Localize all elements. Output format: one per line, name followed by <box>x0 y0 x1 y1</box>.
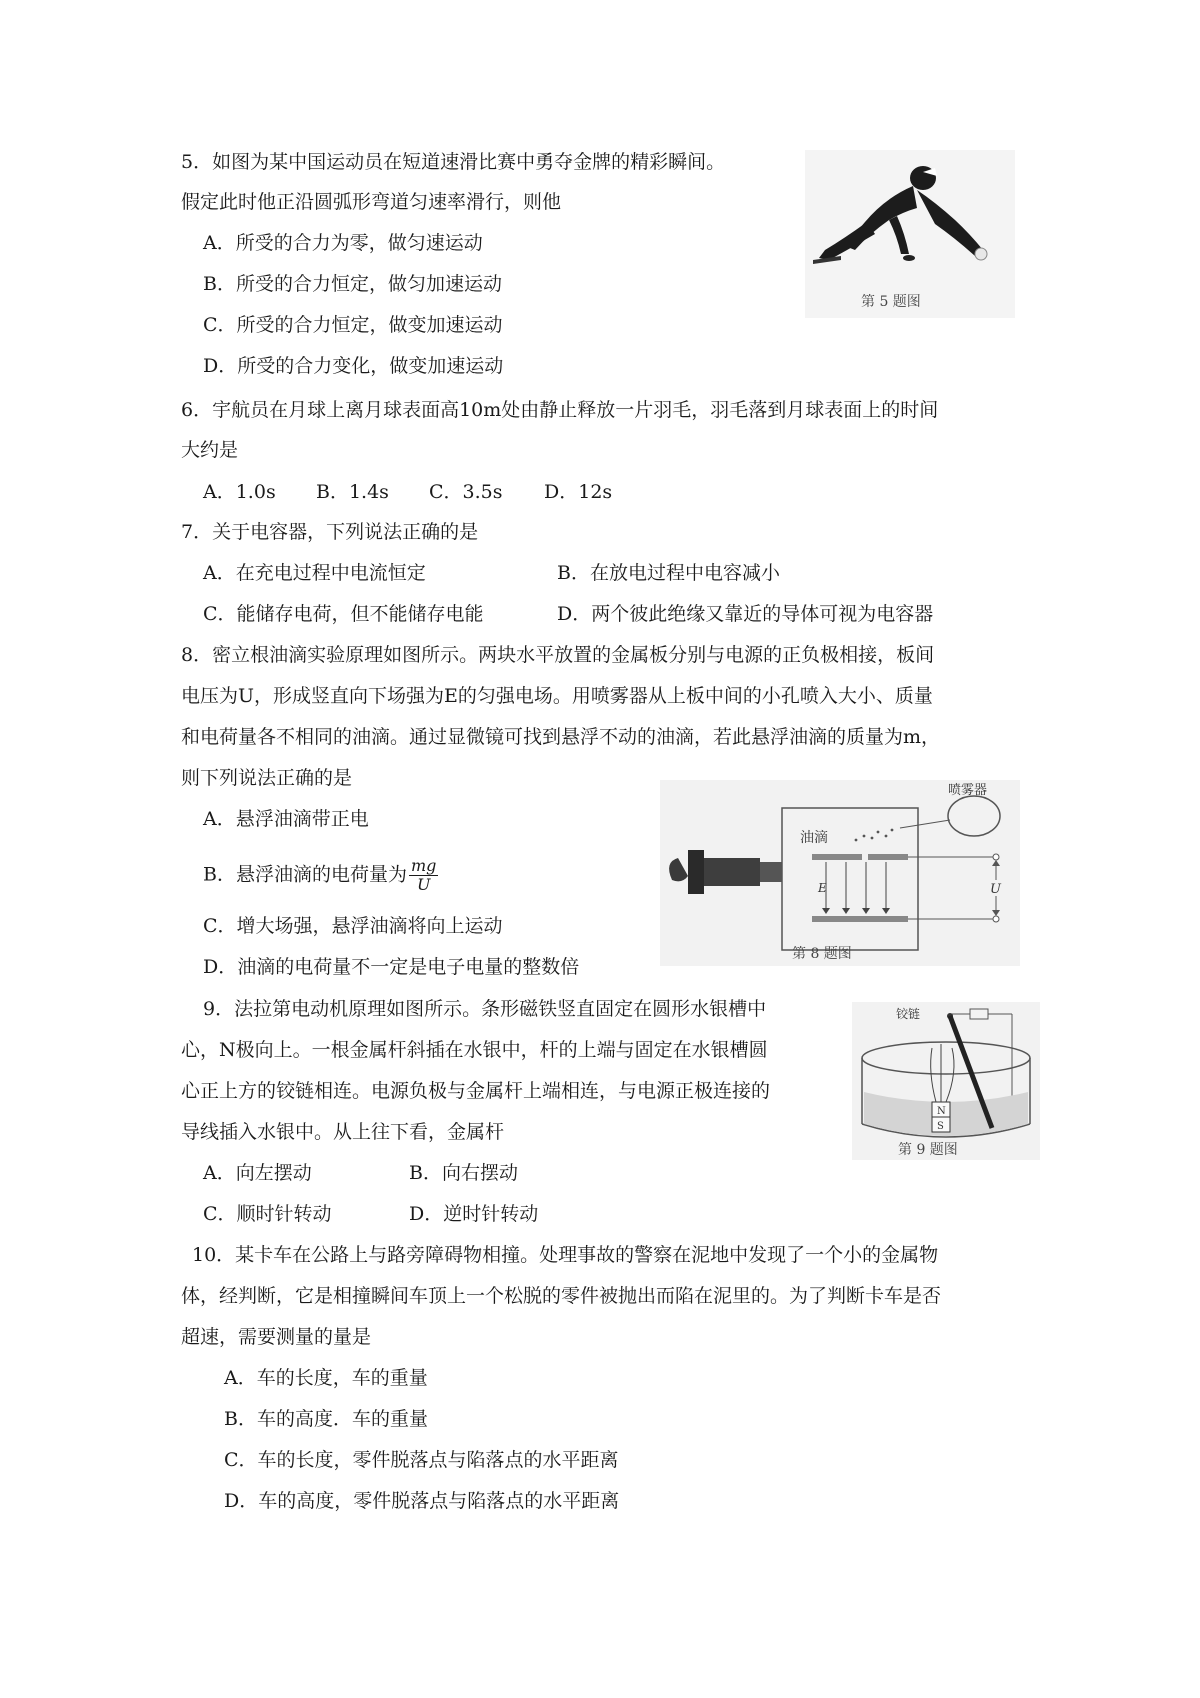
q9-faraday-motor-figure <box>852 1002 1040 1160</box>
q5-option-d: D．所受的合力变化，做变加速运动 <box>203 355 504 377</box>
q9-north-label: N <box>937 1106 946 1117</box>
q6-option-d: D．12s <box>544 481 613 503</box>
q8-stem-line-4: 则下列说法正确的是 <box>181 767 353 789</box>
q9-stem-line-3: 心正上方的铰链相连。电源负极与金属杆上端相连，与电源正极连接的 <box>181 1080 771 1102</box>
q9-figure-caption: 第 9 题图 <box>898 1142 958 1158</box>
q8-voltage-label: U <box>990 882 1001 897</box>
q8-field-label: E <box>818 881 827 895</box>
q5-stem-line-2: 假定此时他正沿圆弧形弯道匀速率滑行，则他 <box>181 191 562 213</box>
q8-option-c: C．增大场强，悬浮油滴将向上运动 <box>203 915 503 937</box>
q10-option-b: B．车的高度．车的重量 <box>224 1408 428 1430</box>
q10-option-d: D．车的高度，零件脱落点与陷落点的水平距离 <box>224 1490 620 1512</box>
q10-stem-line-2: 体，经判断，它是相撞瞬间车顶上一个松脱的零件被抛出而陷在泥里的。为了判断卡车是否 <box>181 1285 942 1307</box>
q9-option-a: A．向左摆动 <box>203 1162 312 1184</box>
q8-sprayer-label: 喷雾器 <box>948 783 988 798</box>
q7-option-a: A．在充电过程中电流恒定 <box>203 562 426 584</box>
q9-hinge-label: 铰链 <box>896 1007 921 1021</box>
q8-option-d: D．油滴的电荷量不一定是电子电量的整数倍 <box>203 956 580 978</box>
q5-skater-figure <box>805 150 1015 318</box>
q6-stem-line-1: 6．宇航员在月球上离月球表面高10m处由静止释放一片羽毛，羽毛落到月球表面上的时间 <box>181 399 939 421</box>
q8-stem-line-3: 和电荷量各不相同的油滴。通过显微镜可找到悬浮不动的油滴，若此悬浮油滴的质量为m， <box>181 726 941 748</box>
q8-option-b <box>203 857 438 894</box>
q6-stem-line-2: 大约是 <box>181 439 239 461</box>
q8-option-b-text: B．悬浮油滴的电荷量为 <box>203 863 407 886</box>
q5-option-c: C．所受的合力恒定，做变加速运动 <box>203 314 503 336</box>
fraction-denominator: U <box>416 875 431 894</box>
q8-droplet-label: 油滴 <box>800 830 828 846</box>
q8-stem-line-2: 电压为U，形成竖直向下场强为E的匀强电场。用喷雾器从上板中间的小孔喷入大小、质量 <box>181 685 933 707</box>
q8-charge-fraction <box>409 857 438 894</box>
q9-option-c: C．顺时针转动 <box>203 1203 332 1225</box>
q6-option-c: C．3.5s <box>429 481 503 503</box>
q10-option-c: C．车的长度，零件脱落点与陷落点的水平距离 <box>224 1449 619 1471</box>
q7-option-d: D．两个彼此绝缘又靠近的导体可视为电容器 <box>557 603 934 625</box>
q8-stem-line-1: 8．密立根油滴实验原理如图所示。两块水平放置的金属板分别与电源的正负极相接，板间 <box>181 644 935 666</box>
q7-option-b: B．在放电过程中电容减小 <box>557 562 780 584</box>
q5-stem-line-1: 5．如图为某中国运动员在短道速滑比赛中勇夺金牌的精彩瞬间。 <box>181 151 726 173</box>
q8-option-a: A．悬浮油滴带正电 <box>203 808 369 830</box>
q9-option-b: B．向右摆动 <box>409 1162 518 1184</box>
fraction-numerator: mg <box>410 856 437 875</box>
q5-figure-caption: 第 5 题图 <box>861 294 921 310</box>
q7-option-c: C．能储存电荷，但不能储存电能 <box>203 603 484 625</box>
q9-option-d: D．逆时针转动 <box>409 1203 539 1225</box>
q6-option-b: B．1.4s <box>316 481 389 503</box>
q9-stem-line-4: 导线插入水银中。从上往下看，金属杆 <box>181 1121 505 1143</box>
q5-option-b: B．所受的合力恒定，做匀加速运动 <box>203 273 502 295</box>
q9-stem-line-1: 9．法拉第电动机原理如图所示。条形磁铁竖直固定在圆形水银槽中 <box>203 998 767 1020</box>
q5-option-a: A．所受的合力为零，做匀速运动 <box>203 232 483 254</box>
q7-stem-line-1: 7．关于电容器，下列说法正确的是 <box>181 521 479 543</box>
q6-option-a: A．1.0s <box>203 481 276 503</box>
q9-south-label: S <box>937 1121 944 1132</box>
q9-stem-line-2: 心，N极向上。一根金属杆斜插在水银中，杆的上端与固定在水银槽圆 <box>181 1039 768 1061</box>
q10-option-a: A．车的长度，车的重量 <box>224 1367 428 1389</box>
q8-figure-caption: 第 8 题图 <box>792 946 852 962</box>
q10-stem-line-1: 10．某卡车在公路上与路旁障碍物相撞。处理事故的警察在泥地中发现了一个小的金属物 <box>192 1244 939 1266</box>
q10-stem-line-3: 超速，需要测量的量是 <box>181 1326 372 1348</box>
q8-millikan-figure <box>660 780 1020 966</box>
